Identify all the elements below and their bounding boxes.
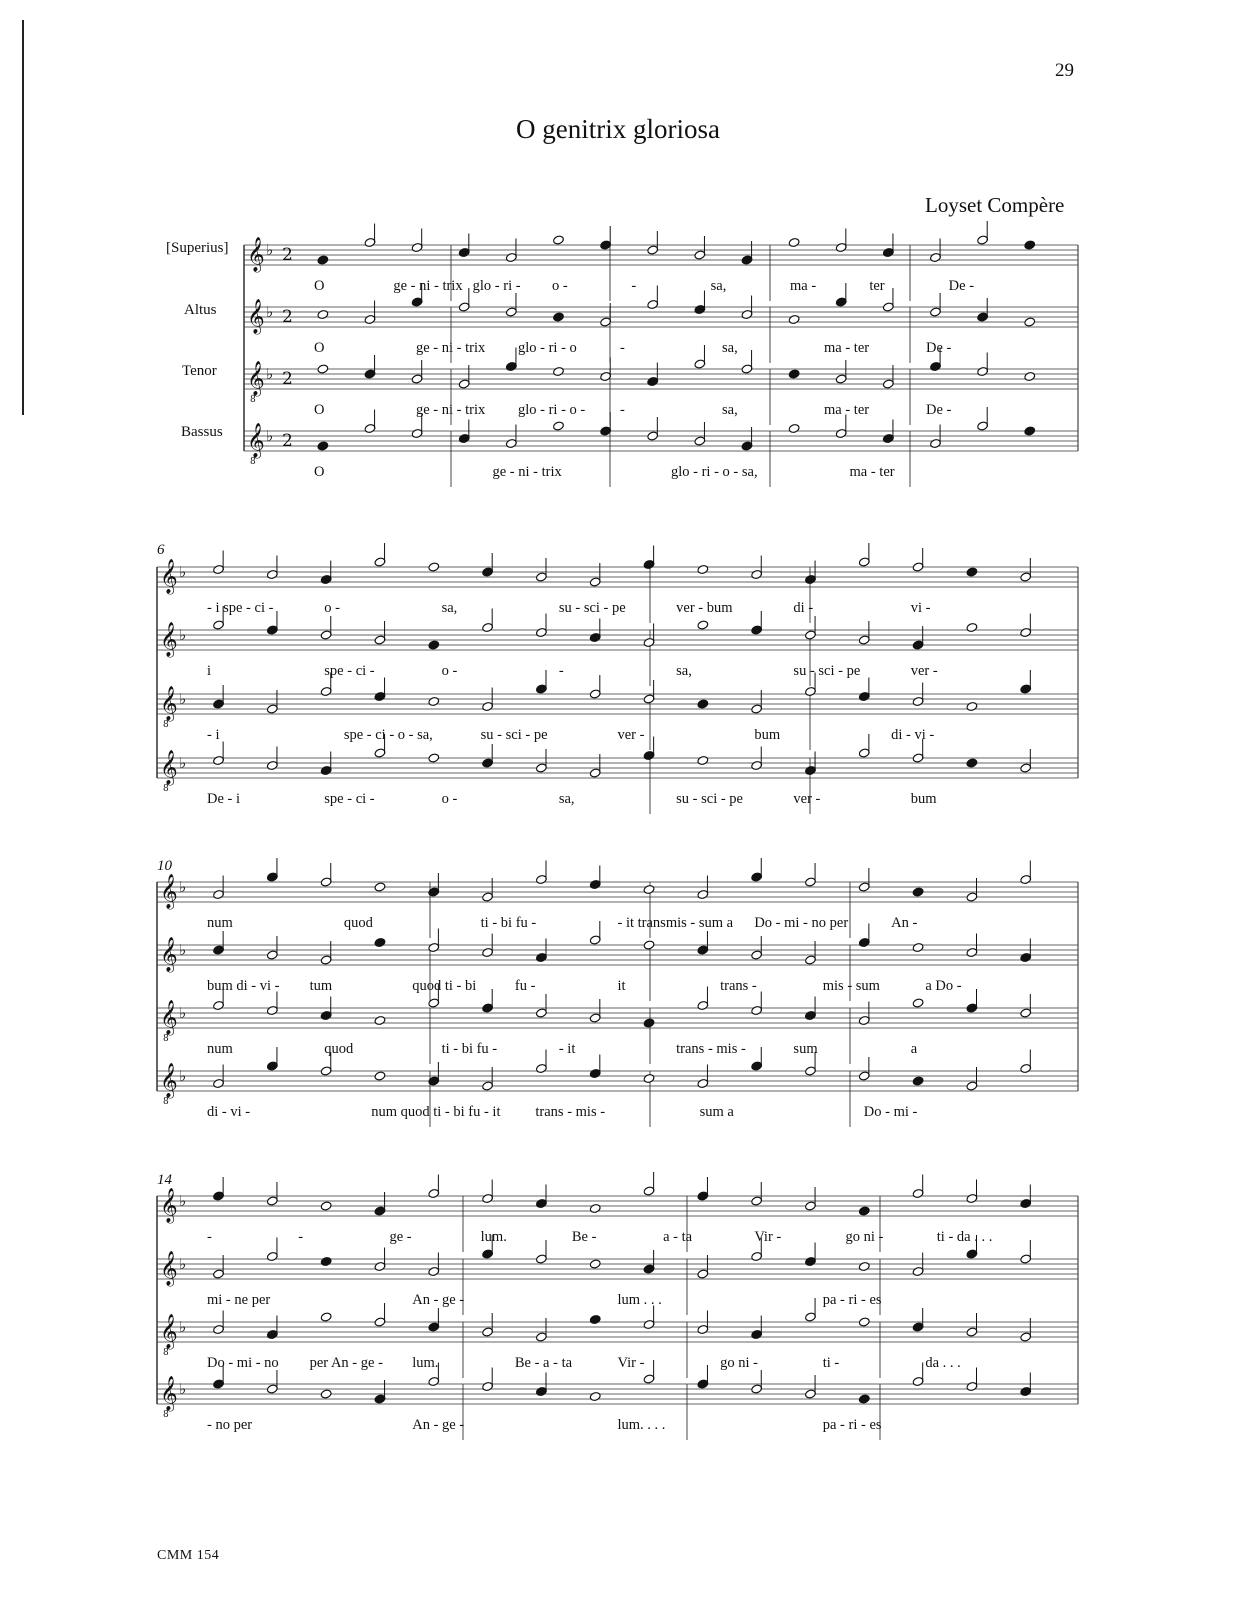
octave-mark: 8 bbox=[163, 784, 169, 794]
lyric-syllable: ti - da . . . bbox=[936, 1229, 993, 1245]
lyric-syllable: o - bbox=[441, 791, 458, 807]
note-head bbox=[374, 1015, 386, 1025]
treble-clef-icon: 𝄞 bbox=[160, 1376, 178, 1411]
lyric-syllable: ver - bbox=[910, 663, 938, 679]
treble-clef-icon: 𝄞 bbox=[160, 1251, 178, 1286]
note-head bbox=[320, 1312, 332, 1322]
note-head bbox=[317, 364, 329, 374]
lyric-syllable: it bbox=[617, 978, 626, 994]
lyric-syllable: Do - mi - no bbox=[207, 1355, 279, 1371]
flat-sign-icon: ♭ bbox=[179, 1067, 187, 1085]
note-head bbox=[428, 562, 440, 572]
note-head bbox=[428, 640, 440, 650]
lyric-syllable: bum bbox=[754, 727, 781, 743]
lyric-syllable: spe - ci - bbox=[324, 791, 375, 807]
lyric-syllable: glo - ri - bbox=[472, 278, 521, 294]
lyric-syllable: glo - ri - o - sa, bbox=[671, 464, 758, 480]
lyric-syllable: - bbox=[298, 1229, 304, 1245]
lyric-syllable: ti - bbox=[822, 1355, 840, 1371]
lyric-syllable: ter bbox=[869, 278, 885, 294]
note-head bbox=[788, 237, 800, 247]
composer-name: Loyset Compère bbox=[925, 193, 1065, 217]
lyric-syllable: ver - bbox=[793, 791, 821, 807]
note-head bbox=[912, 887, 924, 897]
note-head bbox=[1024, 240, 1036, 250]
note-head bbox=[858, 1317, 870, 1327]
lyric-syllable: O bbox=[314, 340, 325, 356]
lyric-syllable: lum. . . . bbox=[617, 1417, 666, 1433]
lyric-syllable: An - ge - bbox=[412, 1417, 465, 1433]
treble-clef-icon: 𝄞 bbox=[160, 1063, 178, 1098]
lyric-syllable: num bbox=[207, 1041, 233, 1057]
note-head bbox=[589, 1314, 601, 1324]
lyric-syllable: quod bbox=[324, 1041, 354, 1057]
lyric-syllable: De - bbox=[948, 278, 975, 294]
treble-clef-icon: 𝄞 bbox=[160, 1000, 178, 1035]
lyric-syllable: Be - a - ta bbox=[514, 1355, 573, 1371]
lyric-syllable: - bbox=[620, 402, 625, 418]
lyric-syllable: o - bbox=[441, 663, 458, 679]
flat-sign-icon: ♭ bbox=[266, 427, 274, 445]
time-signature: 2 bbox=[282, 307, 293, 327]
lyric-syllable: lum . . . bbox=[617, 1292, 662, 1308]
flat-sign-icon: ♭ bbox=[179, 941, 187, 959]
lyric-syllable: trans - mis - bbox=[676, 1041, 746, 1057]
lyric-syllable: di - vi - bbox=[891, 727, 935, 743]
page-title: O genitrix gloriosa bbox=[516, 114, 720, 144]
lyric-syllable: glo - ri - o - bbox=[518, 402, 586, 418]
lyric-syllable: - bbox=[631, 278, 637, 294]
lyric-syllable: num bbox=[207, 915, 233, 931]
note-head bbox=[589, 1259, 601, 1269]
note-head bbox=[697, 564, 709, 574]
lyric-syllable: spe - ci - bbox=[324, 663, 375, 679]
note-head bbox=[320, 1389, 332, 1399]
lyric-syllable: sa, bbox=[722, 340, 738, 356]
note-head bbox=[374, 1071, 386, 1081]
note-head bbox=[320, 1256, 332, 1266]
lyric-syllable: ma - ter bbox=[849, 464, 895, 480]
treble-clef-icon: 𝄞 bbox=[160, 622, 178, 657]
note-head bbox=[966, 622, 978, 632]
treble-clef-icon: 𝄞 bbox=[247, 299, 265, 334]
note-head bbox=[912, 942, 924, 952]
voice-label-altus: Altus bbox=[184, 302, 217, 318]
lyric-syllable: mis - sum bbox=[822, 978, 880, 994]
note-head bbox=[317, 441, 329, 451]
lyric-syllable: quod ti - bi bbox=[412, 978, 477, 994]
lyric-syllable: lum. bbox=[480, 1229, 507, 1245]
lyric-syllable: sa, bbox=[710, 278, 727, 294]
lyric-syllable: ge - bbox=[389, 1229, 412, 1245]
voice-label-tenor: Tenor bbox=[182, 363, 217, 379]
lyric-syllable: ver - bum bbox=[676, 600, 733, 616]
lyric-syllable: sa, bbox=[441, 600, 458, 616]
note-head bbox=[912, 1076, 924, 1086]
note-head bbox=[966, 567, 978, 577]
lyric-syllable: ge - ni - trix bbox=[393, 278, 463, 294]
measure-number-system-4: 14 bbox=[157, 1172, 172, 1188]
flat-sign-icon: ♭ bbox=[179, 1004, 187, 1022]
note-head bbox=[966, 758, 978, 768]
octave-mark: 8 bbox=[163, 1034, 169, 1044]
lyric-syllable: - i spe - ci - bbox=[207, 600, 274, 616]
lyric-syllable: su - sci - pe bbox=[676, 791, 743, 807]
note-head bbox=[553, 312, 565, 322]
flat-sign-icon: ♭ bbox=[179, 1255, 187, 1273]
lyric-syllable: - i bbox=[207, 727, 220, 743]
note-head bbox=[643, 1018, 655, 1028]
note-head bbox=[1024, 426, 1036, 436]
octave-mark: 8 bbox=[163, 1348, 169, 1358]
page-number: 29 bbox=[1055, 60, 1074, 81]
lyric-syllable: bum di - vi - bbox=[207, 978, 280, 994]
note-head bbox=[697, 699, 709, 709]
lyric-syllable: Do - mi - bbox=[863, 1104, 918, 1120]
lyric-syllable: spe - ci - o - sa, bbox=[343, 727, 433, 743]
flat-sign-icon: ♭ bbox=[266, 241, 274, 259]
octave-mark: 8 bbox=[250, 457, 256, 467]
lyric-syllable: sum a bbox=[699, 1104, 734, 1120]
note-head bbox=[317, 309, 329, 319]
lyric-syllable: di - vi - bbox=[207, 1104, 251, 1120]
note-head bbox=[428, 753, 440, 763]
flat-sign-icon: ♭ bbox=[179, 1192, 187, 1210]
voice-label-bassus: Bassus bbox=[181, 424, 223, 440]
note-head bbox=[317, 255, 329, 265]
lyric-syllable: per An - ge - bbox=[309, 1355, 383, 1371]
treble-clef-icon: 𝄞 bbox=[160, 874, 178, 909]
note-head bbox=[697, 620, 709, 630]
lyric-syllable: - bbox=[620, 340, 625, 356]
octave-mark: 8 bbox=[163, 1410, 169, 1420]
lyric-syllable: trans - bbox=[720, 978, 757, 994]
lyric-syllable: i bbox=[207, 663, 212, 679]
note-head bbox=[858, 1206, 870, 1216]
lyric-syllable: num quod ti - bi fu - it bbox=[371, 1104, 501, 1120]
lyric-syllable: ge - ni - trix bbox=[416, 340, 486, 356]
note-head bbox=[374, 937, 386, 947]
lyric-syllable: Do - mi - no per bbox=[754, 915, 849, 931]
lyric-syllable: di - bbox=[793, 600, 814, 616]
lyric-syllable: su - sci - pe bbox=[480, 727, 548, 743]
lyric-syllable: a bbox=[910, 1041, 918, 1057]
note-head bbox=[589, 1203, 601, 1213]
lyric-syllable: Vir - bbox=[754, 1229, 782, 1245]
note-head bbox=[1024, 317, 1036, 327]
lyric-syllable: ti - bi fu - bbox=[441, 1041, 498, 1057]
treble-clef-icon: 𝄞 bbox=[160, 686, 178, 721]
lyric-syllable: - bbox=[207, 1229, 212, 1245]
lyric-syllable: bum bbox=[910, 791, 937, 807]
lyric-syllable: An - ge - bbox=[412, 1292, 465, 1308]
flat-sign-icon: ♭ bbox=[179, 690, 187, 708]
note-head bbox=[643, 1073, 655, 1083]
lyric-syllable: O bbox=[314, 402, 325, 418]
note-head bbox=[553, 366, 565, 376]
note-head bbox=[428, 696, 440, 706]
flat-sign-icon: ♭ bbox=[266, 365, 274, 383]
footer-catalog: CMM 154 bbox=[157, 1548, 220, 1563]
time-signature: 2 bbox=[282, 431, 293, 451]
note-head bbox=[643, 940, 655, 950]
lyric-syllable: ma - ter bbox=[824, 340, 870, 356]
time-signature: 2 bbox=[282, 369, 293, 389]
flat-sign-icon: ♭ bbox=[266, 303, 274, 321]
octave-mark: 8 bbox=[163, 720, 169, 730]
lyric-syllable: o - bbox=[552, 278, 568, 294]
lyric-syllable: a Do - bbox=[925, 978, 962, 994]
treble-clef-icon: 𝄞 bbox=[160, 559, 178, 594]
lyric-syllable: sa, bbox=[558, 791, 575, 807]
lyric-syllable: lum. bbox=[412, 1355, 439, 1371]
note-head bbox=[858, 1394, 870, 1404]
treble-clef-icon: 𝄞 bbox=[160, 750, 178, 785]
flat-sign-icon: ♭ bbox=[179, 1380, 187, 1398]
lyric-syllable: tum bbox=[309, 978, 333, 994]
note-head bbox=[697, 755, 709, 765]
lyric-syllable: - it transmis - sum a bbox=[617, 915, 734, 931]
octave-mark: 8 bbox=[250, 395, 256, 405]
lyric-syllable: sa, bbox=[676, 663, 692, 679]
lyric-syllable: - bbox=[558, 663, 564, 679]
lyric-syllable: De - bbox=[926, 402, 952, 418]
measure-number-system-3: 10 bbox=[157, 858, 172, 874]
treble-clef-icon: 𝄞 bbox=[160, 1188, 178, 1223]
note-head bbox=[553, 421, 565, 431]
lyric-syllable: Be - bbox=[571, 1229, 597, 1245]
lyric-syllable: De - bbox=[926, 340, 952, 356]
lyric-syllable: go ni - bbox=[720, 1355, 758, 1371]
lyric-syllable: ma - ter bbox=[824, 402, 870, 418]
octave-mark: 8 bbox=[163, 1097, 169, 1107]
lyric-syllable: su - sci - pe bbox=[558, 600, 626, 616]
flat-sign-icon: ♭ bbox=[179, 878, 187, 896]
lyric-syllable: glo - ri - o bbox=[518, 340, 577, 356]
lyric-syllable: da . . . bbox=[925, 1355, 961, 1371]
note-head bbox=[788, 423, 800, 433]
lyric-syllable: su - sci - pe bbox=[793, 663, 861, 679]
lyric-syllable: o - bbox=[324, 600, 340, 616]
lyric-syllable: pa - ri - es bbox=[822, 1417, 882, 1433]
treble-clef-icon: 𝄞 bbox=[160, 937, 178, 972]
treble-clef-icon: 𝄞 bbox=[247, 423, 265, 458]
lyric-syllable: sum bbox=[793, 1041, 818, 1057]
lyric-syllable: - no per bbox=[207, 1417, 253, 1433]
flat-sign-icon: ♭ bbox=[179, 626, 187, 644]
note-head bbox=[966, 701, 978, 711]
lyric-syllable: ver - bbox=[617, 727, 645, 743]
note-head bbox=[1024, 371, 1036, 381]
flat-sign-icon: ♭ bbox=[179, 754, 187, 772]
lyric-syllable: ge - ni - trix bbox=[416, 402, 486, 418]
lyric-syllable: ti - bi fu - bbox=[480, 915, 537, 931]
voice-label-superius: [Superius] bbox=[166, 240, 229, 256]
note-head bbox=[788, 314, 800, 324]
lyric-syllable: mi - ne per bbox=[207, 1292, 271, 1308]
time-signature: 2 bbox=[282, 245, 293, 265]
lyric-syllable: - it bbox=[558, 1041, 576, 1057]
note-head bbox=[643, 884, 655, 894]
treble-clef-icon: 𝄞 bbox=[247, 237, 265, 272]
lyric-syllable: Vir - bbox=[617, 1355, 645, 1371]
lyric-syllable: De - i bbox=[207, 791, 241, 807]
lyric-syllable: O bbox=[314, 278, 325, 294]
note-head bbox=[320, 1201, 332, 1211]
lyric-syllable: a - ta bbox=[663, 1229, 693, 1245]
note-head bbox=[553, 235, 565, 245]
lyric-syllable: sa, bbox=[722, 402, 738, 418]
flat-sign-icon: ♭ bbox=[179, 563, 187, 581]
treble-clef-icon: 𝄞 bbox=[160, 1314, 178, 1349]
lyric-syllable: fu - bbox=[514, 978, 536, 994]
lyric-syllable: An - bbox=[891, 915, 918, 931]
flat-sign-icon: ♭ bbox=[179, 1318, 187, 1336]
measure-number-system-2: 6 bbox=[157, 542, 165, 558]
lyric-syllable: trans - mis - bbox=[535, 1104, 606, 1120]
note-head bbox=[589, 1391, 601, 1401]
note-head bbox=[912, 998, 924, 1008]
lyric-syllable: pa - ri - es bbox=[822, 1292, 882, 1308]
treble-clef-icon: 𝄞 bbox=[247, 361, 265, 396]
note-head bbox=[788, 369, 800, 379]
lyric-syllable: quod bbox=[343, 915, 373, 931]
lyric-syllable: vi - bbox=[910, 600, 931, 616]
note-head bbox=[858, 1261, 870, 1271]
lyric-syllable: O bbox=[314, 464, 325, 480]
lyric-syllable: ge - ni - trix bbox=[492, 464, 562, 480]
lyric-syllable: go ni - bbox=[845, 1229, 884, 1245]
lyric-syllable: ma - bbox=[790, 278, 817, 294]
note-head bbox=[374, 882, 386, 892]
